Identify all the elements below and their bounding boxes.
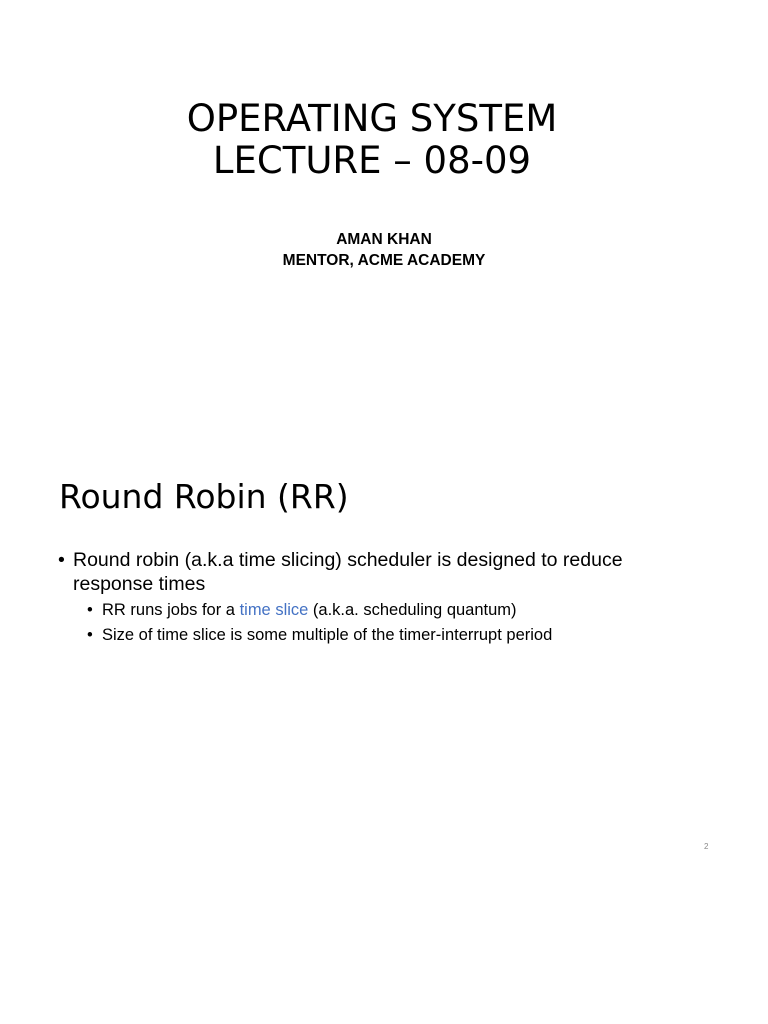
title-slide <box>0 0 768 430</box>
sub-bullet-text: Size of time slice is some multiple of the timer-interrupt period <box>102 626 553 644</box>
sub-bullet-item <box>73 623 678 648</box>
section-title: Round Robin (RR) <box>59 477 349 516</box>
sub-bullet-text-after: (a.k.a. scheduling quantum) <box>308 601 517 619</box>
sub-bullet-item <box>73 598 678 623</box>
sub-bullet-list <box>73 598 678 648</box>
bullet-item <box>58 548 678 648</box>
sub-bullet-text-before: RR runs jobs for a <box>102 601 240 619</box>
bullet-list <box>58 548 678 648</box>
author-name: AMAN KHAN <box>336 231 432 248</box>
author-block <box>0 229 768 271</box>
highlighted-term: time slice <box>239 601 309 619</box>
bullet-dot-icon: • <box>87 601 93 619</box>
content-slide <box>0 430 768 1024</box>
lecture-title-line-2: LECTURE – 08-09 <box>212 139 532 182</box>
author-role: MENTOR, ACME ACADEMY <box>282 252 486 269</box>
lecture-title-line-1: OPERATING SYSTEM <box>186 97 558 140</box>
bullet-text: Round robin (a.k.a time slicing) scheduler is designed to reduce response times <box>73 549 623 595</box>
lecture-title <box>0 98 744 182</box>
bullet-dot-icon: • <box>58 549 65 571</box>
slide-number: 2 <box>704 842 709 851</box>
bullet-dot-icon: • <box>87 626 93 644</box>
